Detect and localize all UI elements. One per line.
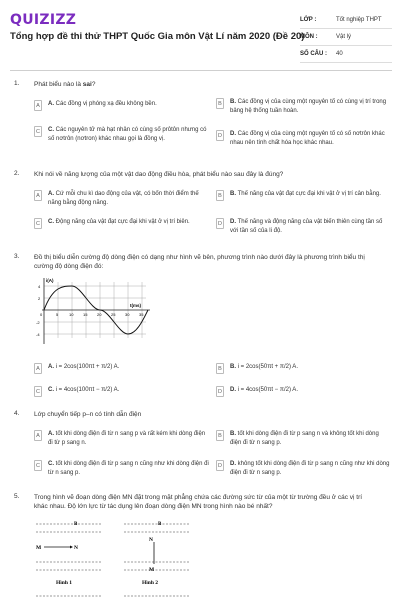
meta-value: 40 bbox=[336, 51, 343, 57]
option-badge: D bbox=[216, 130, 224, 141]
meta-row-class bbox=[300, 12, 392, 29]
y-axis-label: i(A) bbox=[46, 278, 54, 283]
x-tick-label: 15 bbox=[83, 312, 88, 317]
point-n: N bbox=[74, 545, 78, 551]
option-badge: B bbox=[216, 190, 224, 201]
option-b[interactable] bbox=[216, 363, 391, 374]
option-text: C. Các nguyên tử mà hạt nhân có cùng số prôtôn nhưng có số nơtrôn (nơtron) khác nhau gọi là đồng vị. bbox=[48, 127, 207, 142]
x-tick-label: 5 bbox=[56, 312, 59, 317]
quizizz-logo: QUIZIZZ bbox=[10, 12, 77, 28]
option-text: D. không tốt khi dòng điện đi từ p sang n cũng như khi dòng điện đi từ n sang p. bbox=[230, 461, 390, 476]
option-text: C. i = 4cos(100πt − π/2) A. bbox=[48, 387, 120, 393]
option-a[interactable] bbox=[34, 363, 209, 374]
option-text: A. Các đồng vị phóng xạ đều không bền. bbox=[48, 101, 157, 107]
question-number: 4. bbox=[14, 410, 20, 417]
figure-caption: Hình 2 bbox=[142, 580, 159, 586]
option-badge: C bbox=[34, 386, 42, 397]
x-tick-label: 35 bbox=[139, 312, 144, 317]
x-axis-label: t(ms) bbox=[130, 303, 141, 308]
option-badge: A bbox=[34, 363, 42, 374]
option-badge: D bbox=[216, 386, 224, 397]
option-badge: D bbox=[216, 218, 224, 229]
origin-label: 0 bbox=[40, 312, 43, 317]
option-text: A. tốt khi dòng điện đi từ n sang p và rất kém khi dòng điện đi từ p sang n. bbox=[48, 431, 206, 446]
option-c[interactable] bbox=[34, 386, 209, 397]
y-tick-label: 4 bbox=[38, 284, 41, 289]
option-text: C. tốt khi dòng điện đi từ p sang n cũng như khi dòng điện đi từ n sang p. bbox=[48, 461, 209, 476]
magnetic-field-figure bbox=[34, 520, 194, 600]
option-d[interactable] bbox=[216, 130, 391, 147]
option-badge: B bbox=[216, 98, 224, 109]
meta-row-count bbox=[300, 46, 392, 63]
figure-caption: Hình 1 bbox=[56, 580, 73, 586]
option-badge: B bbox=[216, 363, 224, 374]
field-label: B bbox=[74, 522, 78, 527]
meta-key: MÔN : bbox=[300, 34, 318, 40]
point-n: N bbox=[149, 537, 153, 543]
x-tick-label: 25 bbox=[111, 312, 116, 317]
option-c[interactable] bbox=[34, 460, 209, 477]
option-a[interactable] bbox=[34, 430, 209, 447]
option-text: D. i = 4cos(50πt − π/2) A. bbox=[230, 387, 298, 393]
header-divider bbox=[10, 70, 392, 71]
question-text: Lớp chuyển tiếp p–n có tính dẫn điện bbox=[34, 411, 142, 418]
option-text: D. Thế năng và động năng của vật biến thiên cùng tần số với tần số của li độ. bbox=[230, 219, 383, 234]
meta-value: Tốt nghiệp THPT bbox=[336, 17, 382, 23]
figure-1 bbox=[36, 522, 102, 586]
x-tick-label: 10 bbox=[69, 312, 74, 317]
option-text: B. i = 2cos(50πt + π/2) A. bbox=[230, 364, 298, 370]
question-text: Khi nói về năng lượng của một vật dao động điều hòa, phát biểu nào sau đây là đúng? bbox=[34, 171, 284, 178]
meta-key: SỐ CÂU : bbox=[300, 51, 327, 57]
meta-key: LỚP : bbox=[300, 17, 317, 23]
question-text: Trong hình vẽ đoạn dòng điện MN đặt trong mặt phẳng chứa các đường sức từ của một từ trường đều ở các vị trí khác nhau. Độ lớn lực từ tác dụng lên đoạn dòng điện MN trong hình nào bé nhất? bbox=[34, 494, 363, 510]
current-graph bbox=[34, 276, 154, 348]
option-d[interactable] bbox=[216, 460, 391, 477]
y-tick-label: -4 bbox=[36, 332, 40, 337]
question-number: 5. bbox=[14, 493, 20, 500]
option-text: B. Thế năng của vật đạt cực đại khi vật ở vị trí cân bằng. bbox=[230, 191, 381, 197]
question-number: 2. bbox=[14, 170, 20, 177]
option-text: A. Cứ mỗi chu kì dao động của vật, có bốn thời điểm thế năng bằng động năng. bbox=[48, 191, 199, 206]
option-text: C. Động năng của vật đạt cực đại khi vật ở vị trí biên. bbox=[48, 219, 190, 225]
figure-2 bbox=[124, 522, 190, 586]
option-text: B. Các đồng vị của cùng một nguyên tố có cùng vị trí trong bảng hệ thống tuần hoàn. bbox=[230, 99, 387, 114]
option-badge: A bbox=[34, 190, 42, 201]
option-c[interactable] bbox=[34, 218, 209, 229]
question-number: 1. bbox=[14, 80, 20, 87]
option-badge: C bbox=[34, 126, 42, 137]
meta-value: Vật lý bbox=[336, 34, 352, 40]
meta-row-subject bbox=[300, 29, 392, 46]
option-a[interactable] bbox=[34, 190, 209, 207]
option-text: D. Các đồng vị của cùng một nguyên tố có số nơtrôn khác nhau nên tính chất hóa học khác nhau. bbox=[230, 131, 385, 146]
x-tick-label: 20 bbox=[97, 312, 102, 317]
y-tick-label: -2 bbox=[36, 320, 40, 325]
option-badge: A bbox=[34, 430, 42, 441]
point-m: M bbox=[149, 567, 155, 573]
option-badge: C bbox=[34, 218, 42, 229]
option-d[interactable] bbox=[216, 386, 391, 397]
option-b[interactable] bbox=[216, 430, 391, 447]
document-title: Tổng hợp đề thi thử THPT Quốc Gia môn Vật Lí năm 2020 (Đề 20) bbox=[10, 31, 305, 42]
x-tick-label: 30 bbox=[125, 312, 130, 317]
point-m: M bbox=[36, 545, 42, 551]
y-tick-label: 2 bbox=[38, 296, 41, 301]
meta-table bbox=[300, 12, 392, 63]
question-text: Phát biểu nào là sai? bbox=[34, 81, 96, 88]
question-number: 3. bbox=[14, 253, 20, 260]
option-text: B. tốt khi dòng điện đi từ p sang n và không tốt khi dòng điện đi từ n sang p. bbox=[230, 431, 379, 446]
document-header bbox=[0, 0, 400, 70]
option-badge: D bbox=[216, 460, 224, 471]
option-badge: B bbox=[216, 430, 224, 441]
option-d[interactable] bbox=[216, 218, 391, 235]
field-label: B bbox=[158, 522, 162, 527]
option-badge: C bbox=[34, 460, 42, 471]
option-b[interactable] bbox=[216, 98, 391, 115]
question-text: Đồ thị biểu diễn cường độ dòng điện có dạng như hình vẽ bên, phương trình nào dưới đây là phương trình biểu thị cường độ dòng điện đó: bbox=[34, 254, 365, 270]
option-c[interactable] bbox=[34, 126, 209, 143]
option-text: A. i = 2cos(100πt + π/2) A. bbox=[48, 364, 120, 370]
option-b[interactable] bbox=[216, 190, 391, 201]
option-badge: A bbox=[34, 100, 42, 111]
option-a[interactable] bbox=[34, 100, 209, 111]
